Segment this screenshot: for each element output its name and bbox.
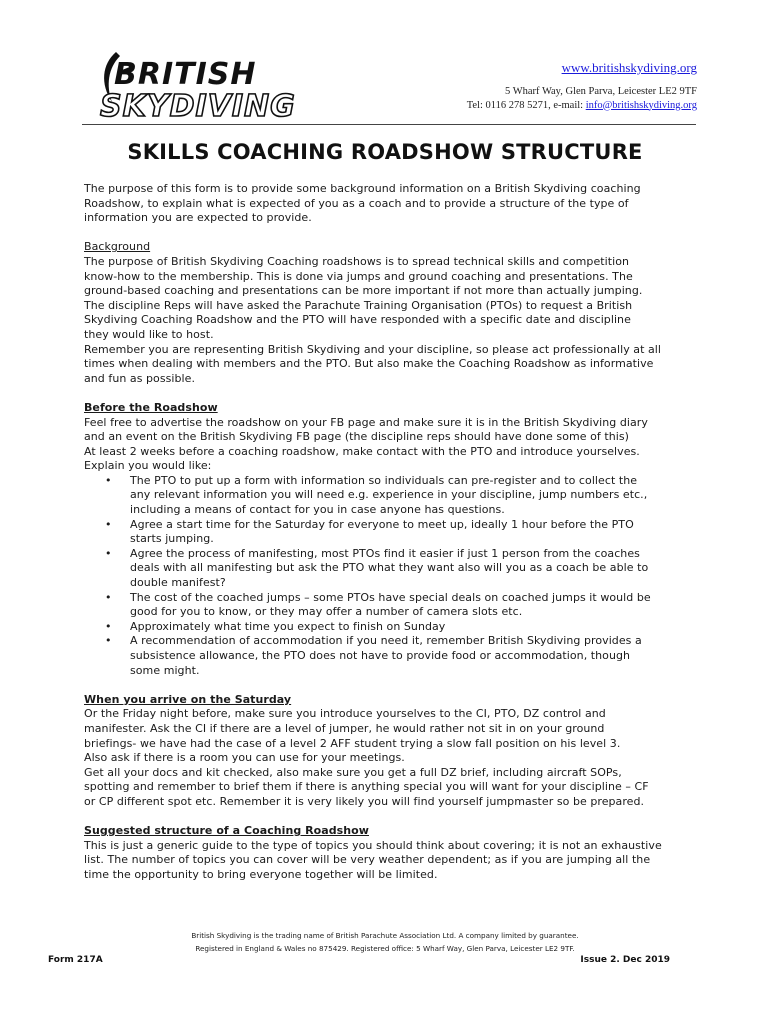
website-link[interactable]: www.britishskydiving.org xyxy=(561,60,697,75)
text-line: Get all your docs and kit checked, also make sure you get a full DZ brief, including aircraft SOPs, xyxy=(84,765,622,779)
telephone: Tel: 0116 278 5271, e-mail: xyxy=(466,99,586,111)
footer-line: British Skydiving is the trading name of British Parachute Association Ltd. A company limited by guarantee. xyxy=(191,931,579,940)
text-line: • A recommendation of accommodation if you need it, remember British Skydiving provides a xyxy=(130,634,642,648)
text-line: any relevant information you will need e.g. experience in your discipline, jump numbers etc., xyxy=(130,488,648,502)
text-line: Also ask if there is a room you can use for your meetings. xyxy=(84,751,405,765)
text-line: Remember you are representing British Skydiving and your discipline, so please act professionally at all xyxy=(84,342,661,356)
text-line: • Agree a start time for the Saturday for everyone to meet up, ideally 1 hour before the PTO xyxy=(130,517,634,531)
contact-block xyxy=(467,59,697,112)
text-line: spotting and remember to brief them if there is anything special you will want for your discipline – CF xyxy=(84,780,649,794)
text-line: some might. xyxy=(130,663,200,677)
text-line: know-how to the membership. This is done via jumps and ground coaching and presentations. The xyxy=(84,269,633,283)
background-section xyxy=(84,240,696,386)
address: 5 Wharf Way, Glen Parva, Leicester LE2 9TF xyxy=(505,86,697,97)
text-line: The purpose of this form is to provide some background information on a British Skydiving coaching xyxy=(84,182,641,195)
text-line: time the opportunity to bring everyone together will be limited. xyxy=(84,867,438,881)
document-body xyxy=(84,182,696,883)
text-line: double manifest? xyxy=(130,576,226,590)
issue-date: Issue 2. Dec 2019 xyxy=(580,955,670,965)
text-line: • The cost of the coached jumps – some PTOs have special deals on coached jumps it would be xyxy=(130,590,651,604)
text-line: briefings- we have had the case of a level 2 AFF student trying a slow fall position on his level 3. xyxy=(84,736,621,750)
footer-legal xyxy=(0,929,770,955)
text-line: At least 2 weeks before a coaching roadshow, make contact with the PTO and introduce yourselves. xyxy=(84,444,640,458)
text-line: ground-based coaching and presentations can be more important if not more than actually jumping. xyxy=(84,284,643,298)
section-heading-suggested-structure: Suggested structure of a Coaching Roadshow xyxy=(84,824,369,838)
text-line: • Approximately what time you expect to finish on Sunday xyxy=(130,619,446,633)
before-roadshow-section xyxy=(84,401,696,678)
text-line: starts jumping. xyxy=(130,532,214,546)
bullet-list xyxy=(84,474,696,678)
section-heading-arrive-saturday: When you arrive on the Saturday xyxy=(84,692,292,706)
header-divider xyxy=(82,124,696,125)
list-item xyxy=(84,634,696,678)
text-line: and an event on the British Skydiving FB page (the discipline reps should have done some of this) xyxy=(84,430,629,444)
text-line: • The PTO to put up a form with information so individuals can pre-register and to collect the xyxy=(130,473,638,487)
text-line: Explain you would like: xyxy=(84,459,212,473)
text-line: including a means of contact for you in case anyone has questions. xyxy=(130,503,505,517)
list-item xyxy=(84,620,696,635)
british-skydiving-logo xyxy=(94,50,312,122)
text-line: deals with all manifesting but ask the PTO what they want also will you as a coach be able to xyxy=(130,561,649,575)
form-number: Form 217A xyxy=(48,955,103,965)
arrive-saturday-section xyxy=(84,693,696,810)
svg-text:SKYDIVING: SKYDIVING xyxy=(100,89,296,122)
list-item xyxy=(84,518,696,547)
text-line: subsistence allowance, the PTO does not have to provide food or accommodation, though xyxy=(130,649,631,662)
text-line: This is just a generic guide to the type of topics you should think about covering; it is not an exhaustive xyxy=(84,838,662,852)
list-item xyxy=(84,547,696,591)
text-line: Or the Friday night before, make sure you introduce yourselves to the CI, PTO, DZ control and xyxy=(84,707,606,721)
section-heading-background: Background xyxy=(84,240,151,254)
section-heading-before-roadshow: Before the Roadshow xyxy=(84,400,218,414)
phone-email-line xyxy=(467,99,697,113)
text-line: Feel free to advertise the roadshow on your FB page and make sure it is in the British Skydiving diary xyxy=(84,415,648,429)
text-line: or CP different spot etc. Remember it is very likely you will find yourself jumpmaster so be prepared. xyxy=(84,794,645,808)
text-line: and fun as possible. xyxy=(84,371,196,385)
text-line: • Agree the process of manifesting, most PTOs find it easier if just 1 person from the coaches xyxy=(130,546,640,560)
text-line: Roadshow, to explain what is expected of you as a coach and to provide a structure of the type of xyxy=(84,196,629,210)
text-line: times when dealing with members and the PTO. But also make the Coaching Roadshow as informative xyxy=(84,357,654,371)
text-line: list. The number of topics you can cover will be very weather dependent; as if you are jumping all the xyxy=(84,853,651,867)
list-item xyxy=(84,591,696,620)
email-link[interactable]: info@britishskydiving.org xyxy=(585,99,697,111)
text-line: The discipline Reps will have asked the Parachute Training Organisation (PTOs) to request a British xyxy=(84,298,633,312)
text-line: they would like to host. xyxy=(84,327,214,341)
list-item xyxy=(84,474,696,518)
text-line: Skydiving Coaching Roadshow and the PTO will have responded with a specific date and discipline xyxy=(84,313,631,327)
text-line: information you are expected to provide. xyxy=(84,211,312,225)
text-line: The purpose of British Skydiving Coaching roadshows is to spread technical skills and competition xyxy=(84,254,630,268)
suggested-structure-section xyxy=(84,824,696,882)
intro-paragraph xyxy=(84,182,696,226)
svg-text:BRITISH: BRITISH xyxy=(114,57,257,92)
text-line: manifester. Ask the CI if there are a level of jumper, he would rather not sit in on your ground xyxy=(84,721,605,735)
page-title: SKILLS COACHING ROADSHOW STRUCTURE xyxy=(127,140,643,164)
text-line: good for you to know, or they may offer a number of camera slots etc. xyxy=(130,605,523,619)
footer-line: Registered in England & Wales no 875429. Registered office: 5 Wharf Way, Glen Parva, Leicester LE2 9TF. xyxy=(195,944,575,953)
